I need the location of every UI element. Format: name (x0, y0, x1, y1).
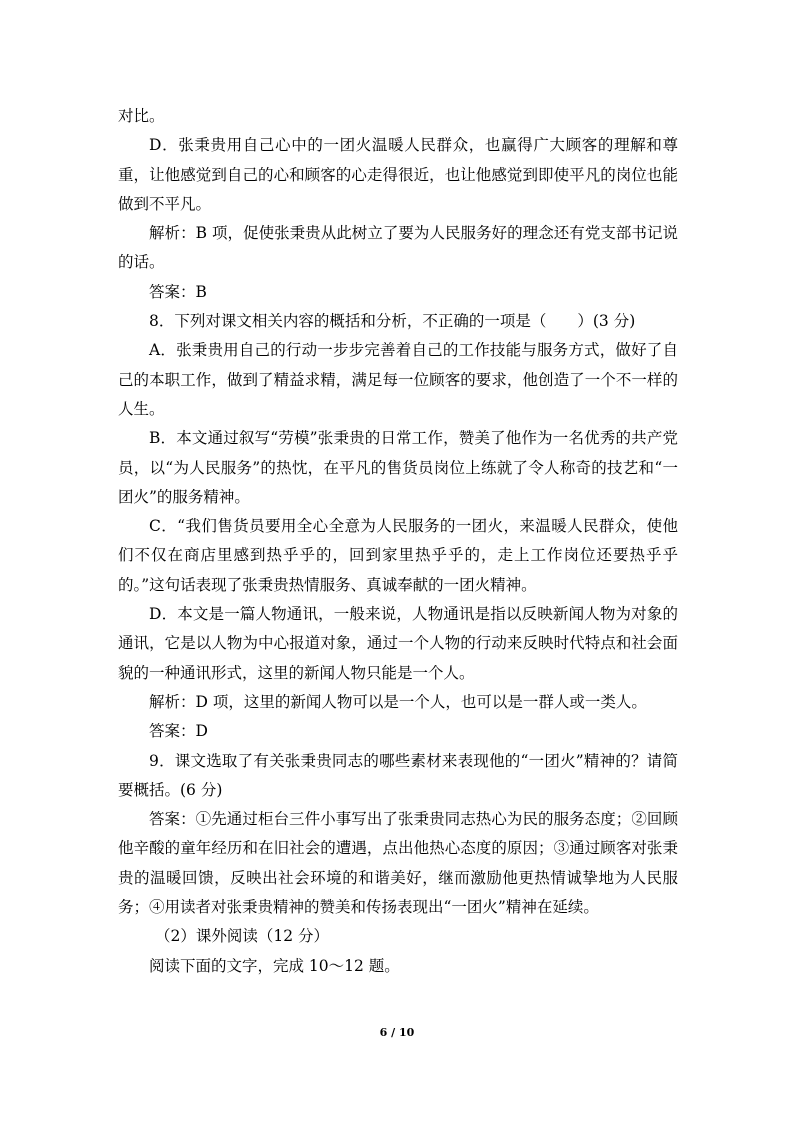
document-body (118, 102, 678, 981)
question-8-option-a: A．张秉贵用自己的行动一步步完善着自己的工作技能与服务方式，做好了自己的本职工作，做到了精益求精，满足每一位顾客的要求，他创造了一个不一样的人生。 (118, 341, 678, 418)
question-9: 9．课文选取了有关张秉贵同志的哪些素材来表现他的“一团火”精神的？请简要概括。(6 分) (118, 751, 678, 799)
paragraph-continuation: 对比。 (118, 107, 165, 125)
option-d-previous: D．张秉贵用自己心中的一团火温暖人民群众，也赢得广大顾客的理解和尊重，让他感觉到自己的心和顾客的心走得很近，也让他感觉到即使平凡的岗位也能做到不平凡。 (118, 136, 678, 213)
question-8: 8．下列对课文相关内容的概括和分析，不正确的一项是（ ）(3 分) (149, 312, 636, 331)
page-number: 6 / 10 (379, 1026, 415, 1039)
question-8-option-b: B．本文通过叙写“劳模”张秉贵的日常工作，赞美了他作为一名优秀的共产党员，以“为人民服务”的热忱，在平凡的售货员岗位上练就了令人称奇的技艺和“一团火”的服务精神。 (118, 429, 678, 506)
analysis-7: 解析：B 项，促使张秉贵从此树立了要为人民服务好的理念还有党支部书记说的话。 (118, 224, 678, 272)
section-heading-extracurricular: （2）课外阅读（12 分） (155, 927, 330, 946)
answer-7: 答案：B (149, 282, 207, 301)
question-8-option-c: C．“我们售货员要用全心全意为人民服务的一团火，来温暖人民群众，使他们不仅在商店里感到热乎乎的，回到家里热乎乎的，走上工作岗位还要热乎乎的。”这句话表现了张秉贵热情服务、真诚奉献的一团火精神。 (118, 517, 678, 594)
analysis-8: 解析：D 项，这里的新闻人物可以是一个人，也可以是一群人或一类人。 (149, 692, 647, 711)
reading-instruction: 阅读下面的文字，完成 10～12 题。 (149, 956, 400, 975)
question-8-option-d: D．本文是一篇人物通讯，一般来说，人物通讯是指以反映新闻人物为对象的通讯，它是以人物为中心报道对象，通过一个人物的行动来反映时代特点和社会面貌的一种通讯形式，这里的新闻人物只能是一个人。 (118, 605, 678, 682)
answer-8: 答案：D (149, 722, 208, 741)
answer-9: 答案：①先通过柜台三件小事写出了张秉贵同志热心为民的服务态度；②回顾他辛酸的童年经历和在旧社会的遭遇，点出他热心态度的原因；③通过顾客对张秉贵的温暖回馈，反映出社会环境的和谐美好，继而激励他更热情诚挚地为人民服务；④用读者对张秉贵精神的赞美和传扬表现出“一团火”精神在延续。 (118, 810, 678, 917)
